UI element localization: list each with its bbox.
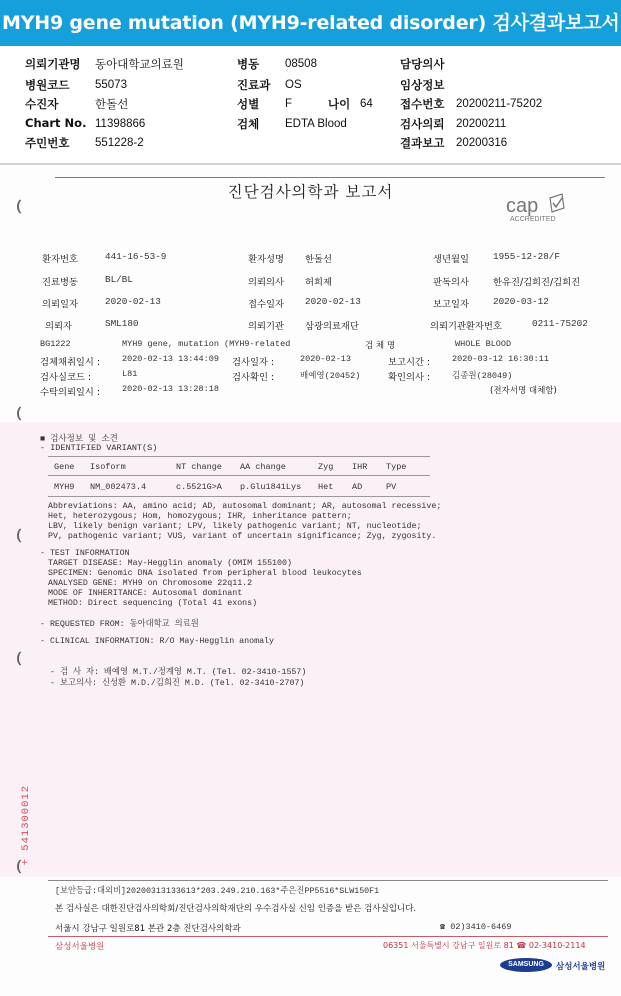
binder-hole-icon: [17, 405, 31, 422]
cell-label: 환자번호: [42, 254, 78, 265]
section-heading: ■ 검사정보 및 소견: [40, 434, 118, 444]
column-header: NT change: [176, 462, 222, 472]
spec-value: WHOLE BLOOD: [455, 339, 512, 349]
value: [456, 96, 542, 110]
requested-from: - REQUESTED FROM: 동아대학교 의료원: [40, 620, 199, 629]
accreditation-note: 본 검사실은 대한진단검사의학회/진단검사의학재단의 우수검사실 신임 인증을 받은 검사실입니다.: [55, 904, 417, 914]
field-value: 김종원(28049): [452, 371, 513, 381]
cell-label: 환자성명: [248, 254, 284, 265]
label: [400, 96, 444, 112]
label-text: 검체: [237, 117, 260, 131]
header-row-1: [25, 56, 81, 72]
value-text: 11398866: [95, 118, 146, 130]
value: [456, 116, 506, 130]
cap-logo-text: cap: [506, 195, 539, 217]
cell-label: 의뢰의사: [248, 277, 284, 288]
value-text: 55073: [95, 79, 127, 91]
cap-sub-text: ACCREDITED: [510, 216, 556, 223]
field-label: 검체채취일시 :: [40, 357, 100, 368]
cap-check-icon: [553, 198, 562, 207]
hospital-logo-text: 삼성서울병원: [556, 962, 606, 972]
cell-value: 0211-75202: [532, 318, 588, 329]
label-text: 병원코드: [25, 78, 70, 92]
column-header: Gene: [54, 462, 75, 472]
binder-hole-icon: [17, 527, 31, 544]
table-rule: [48, 475, 430, 476]
value-text: OS: [285, 79, 302, 91]
cell-label: 의뢰자: [45, 321, 72, 332]
cell-value: 허희제: [305, 277, 332, 288]
value: [95, 96, 128, 112]
top-rule: [55, 177, 605, 178]
hospital-name: 삼성서울병원: [55, 942, 105, 952]
lab-address: 서울시 강남구 일원로81 본관 2층 진단검사의학과: [55, 924, 241, 934]
value: [95, 135, 144, 149]
abbreviation-line: Het, heterozygous; Hom, homozygous; IHR, inheritance pattern;: [48, 512, 352, 521]
value-text: EDTA Blood: [285, 118, 347, 130]
column-header: AA change: [240, 462, 286, 472]
samsung-logo: SAMSUNG: [500, 958, 552, 972]
label-text: 진료과: [237, 78, 271, 92]
side-serial-number: + 541300012: [20, 785, 32, 866]
label: [25, 96, 58, 112]
header-divider: [0, 163, 621, 165]
cell-value: 1955-12-28/F: [493, 251, 560, 262]
label-text: 병동: [237, 57, 260, 71]
label-text: 수진자: [25, 97, 59, 111]
label: [400, 56, 444, 72]
info-line: SPECIMEN: Genomic DNA isolated from peripheral blood leukocytes: [48, 569, 362, 578]
security-line: [보안등급:대외비]20200313133613*203.249.210.163*주은진PP5516*SLW150F1: [55, 887, 380, 896]
section-heading: - IDENTIFIED VARIANT(S): [40, 443, 158, 453]
value: [285, 56, 317, 70]
column-header: Type: [386, 462, 407, 472]
value-text: 동아대학교의료원: [95, 59, 184, 71]
label-text: 주민번호: [25, 136, 70, 150]
cell-label: 진료병동: [42, 277, 78, 288]
info-line: MODE OF INHERITANCE: Autosomal dominant: [48, 589, 243, 598]
abbreviation-line: LBV, likely benign variant; LPV, likely pathogenic variant; NT, nucleotide;: [48, 522, 422, 531]
table-rule: [48, 456, 430, 457]
field-label: 검사확인 :: [232, 372, 275, 383]
column-header: Zyg: [318, 462, 334, 472]
label-text: 결과보고: [400, 136, 445, 150]
label-text: 임상정보: [400, 78, 445, 92]
value: [285, 77, 302, 91]
label: [25, 77, 69, 93]
label: 의뢰기관명: [25, 57, 81, 71]
cell-value: 2020-03-12: [493, 296, 549, 307]
label: [25, 116, 86, 130]
test-code: BG1222: [40, 339, 71, 349]
field-value: 배예영(20452): [300, 371, 361, 381]
value: [456, 135, 507, 149]
cell-value: 삼광의료재단: [305, 321, 359, 332]
value: [95, 77, 127, 91]
value-text: 20200211-75202: [456, 98, 543, 110]
table-cell: MYH9: [54, 482, 75, 492]
label-text: 나이: [328, 97, 351, 111]
label: [400, 135, 444, 151]
column-header: IHR: [352, 462, 368, 472]
abbreviation-line: Abbreviations: AA, amino acid; AD, autosomal dominant; AR, autosomal recessive;: [48, 502, 442, 511]
cell-value: 2020-02-13: [105, 296, 161, 307]
value-text: 한돌선: [95, 99, 129, 111]
tester-line: - 검 사 자: 배예영 M.T./정계영 M.T. (Tel. 02-3410-1557): [50, 668, 307, 677]
value: [95, 56, 184, 72]
cell-label: 의뢰일자: [42, 299, 78, 310]
column-header: Isoform: [90, 462, 126, 472]
lab-phone: ☎ 02)3410-6469: [440, 922, 512, 932]
label-text: 접수번호: [400, 97, 445, 111]
value-text: 551228-2: [95, 137, 144, 149]
report-title: 진단검사의학과 보고서: [227, 183, 394, 201]
label-text: 담당의사: [400, 57, 445, 71]
value-text: F: [285, 98, 293, 110]
label: [237, 96, 259, 112]
field-label: 보고시간 :: [388, 357, 431, 368]
report-banner-title: MYH9 gene mutation (MYH9-related disorder) 검사결과보고서: [0, 0, 621, 46]
field-label: 검사일자 :: [232, 357, 275, 368]
cap-checkmark-icon: [550, 194, 564, 212]
value: [95, 116, 145, 130]
table-cell: AD: [352, 482, 363, 492]
abbreviation-line: PV, pathogenic variant; VUS, variant of uncertain significance; Zyg, zygosity.: [48, 532, 437, 541]
field-label: 검사실코드 :: [40, 372, 91, 383]
cell-value: 2020-02-13: [305, 296, 361, 307]
label-text: 검사의뢰: [400, 117, 445, 131]
spec-label: 검 체 명: [365, 341, 396, 351]
label: [237, 77, 270, 93]
cell-value: 441-16-53-9: [105, 251, 167, 262]
table-rule: [48, 496, 430, 497]
clinical-information: - CLINICAL INFORMATION: R/O May-Hegglin anomaly: [40, 637, 275, 646]
info-line: METHOD: Direct sequencing (Total 41 exons): [48, 599, 258, 608]
hospital-address: 06351 서울특별시 강남구 일원로 81 ☎ 02-3410-2114: [383, 941, 586, 950]
field-value: 2020-02-13 13:28:18: [122, 384, 219, 394]
label: [237, 116, 259, 132]
label: [400, 116, 444, 132]
footer-rule: [48, 880, 608, 881]
info-line: ANALYSED GENE: MYH9 on Chromosome 22q11.2: [48, 579, 253, 588]
cell-label: 의뢰기관: [248, 321, 284, 332]
value-text: 64: [360, 98, 373, 110]
test-name: MYH9 gene, mutation (MYH9-related: [122, 339, 291, 349]
cell-label: 판독의사: [433, 277, 469, 288]
field-label: 수탁의뢰일시 :: [40, 387, 100, 398]
field-value: 2020-02-13 13:44:09: [122, 354, 219, 364]
label-text: 성별: [237, 97, 260, 111]
field-value: L81: [122, 369, 138, 379]
label-text: Chart No.: [25, 116, 87, 130]
table-cell: c.5521G>A: [176, 482, 222, 492]
binder-hole-icon: [17, 198, 31, 215]
label: [237, 56, 259, 72]
label: [400, 77, 444, 93]
footer-rule: [48, 936, 608, 937]
value-text: 20200211: [456, 118, 507, 130]
reporter-line: - 보고의사: 신성환 M.D./김희진 M.D. (Tel. 02-3410-2707): [50, 679, 305, 688]
cell-label: 의뢰기관환자번호: [430, 321, 502, 332]
field-value: 2020-03-12 16:30:11: [452, 354, 549, 364]
table-cell: NM_002473.4: [90, 482, 147, 492]
value-text: 20200316: [456, 137, 508, 149]
table-cell: Het: [318, 482, 334, 492]
cell-value: 한돌선: [305, 254, 332, 265]
table-cell: PV: [386, 482, 397, 492]
cell-value: BL/BL: [105, 274, 133, 285]
e-sign-note: (전자서명 대체함): [490, 386, 557, 396]
cell-label: 접수일자: [248, 299, 284, 310]
field-value: 2020-02-13: [300, 354, 352, 364]
section-heading: - TEST INFORMATION: [40, 549, 130, 558]
cell-value: SML180: [105, 318, 139, 329]
cell-value: 한유진/김희진/김희진: [493, 277, 581, 288]
info-line: TARGET DISEASE: May-Hegglin anomaly (OMIM 155100): [48, 559, 292, 568]
binder-hole-icon: [17, 650, 31, 667]
cell-label: 보고일자: [433, 299, 469, 310]
cell-label: 생년월일: [433, 254, 469, 265]
cap-accredited-logo: [500, 190, 580, 225]
value-text: 08508: [285, 58, 317, 70]
value: [285, 116, 347, 130]
value: [285, 96, 292, 110]
table-cell: p.Glu1841Lys: [240, 482, 302, 492]
value: [360, 96, 373, 110]
field-label: 확인의사 :: [388, 372, 431, 383]
label: [328, 96, 350, 112]
label: [25, 135, 69, 151]
